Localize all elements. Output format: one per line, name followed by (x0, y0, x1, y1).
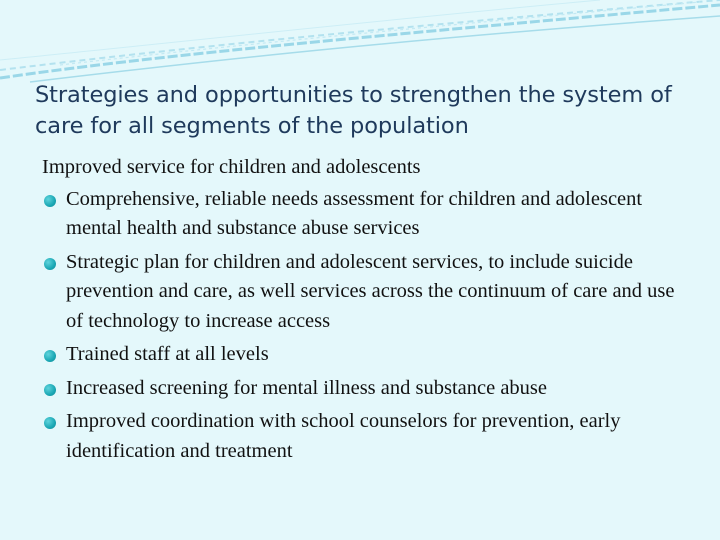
list-item-text: Comprehensive, reliable needs assessment for children and adolescent mental health and substance abuse services (66, 187, 643, 239)
bullet-list (42, 185, 682, 467)
slide-body (42, 153, 682, 470)
list-item-text: Improved coordination with school counselors for prevention, early identification and treatment (66, 410, 621, 462)
round-bullet-icon (44, 350, 56, 362)
round-bullet-icon (44, 417, 56, 429)
round-bullet-icon (44, 195, 56, 207)
section-heading: Improved service for children and adolescents (42, 156, 421, 178)
list-item (42, 185, 682, 244)
round-bullet-icon (44, 384, 56, 396)
list-item (42, 407, 682, 466)
slide-title: Strategies and opportunities to strengthen the system of care for all segments of the population (35, 82, 672, 139)
list-item-text: Strategic plan for children and adolescent services, to include suicide prevention and care, as well services across the continuum of care and use of technology to increase access (66, 250, 675, 332)
list-item-text: Increased screening for mental illness and substance abuse (66, 376, 547, 399)
header-decoration (0, 0, 720, 90)
round-bullet-icon (44, 258, 56, 270)
list-item (42, 340, 682, 370)
list-item (42, 248, 682, 337)
list-item-text: Trained staff at all levels (66, 343, 269, 365)
list-item (42, 374, 682, 404)
